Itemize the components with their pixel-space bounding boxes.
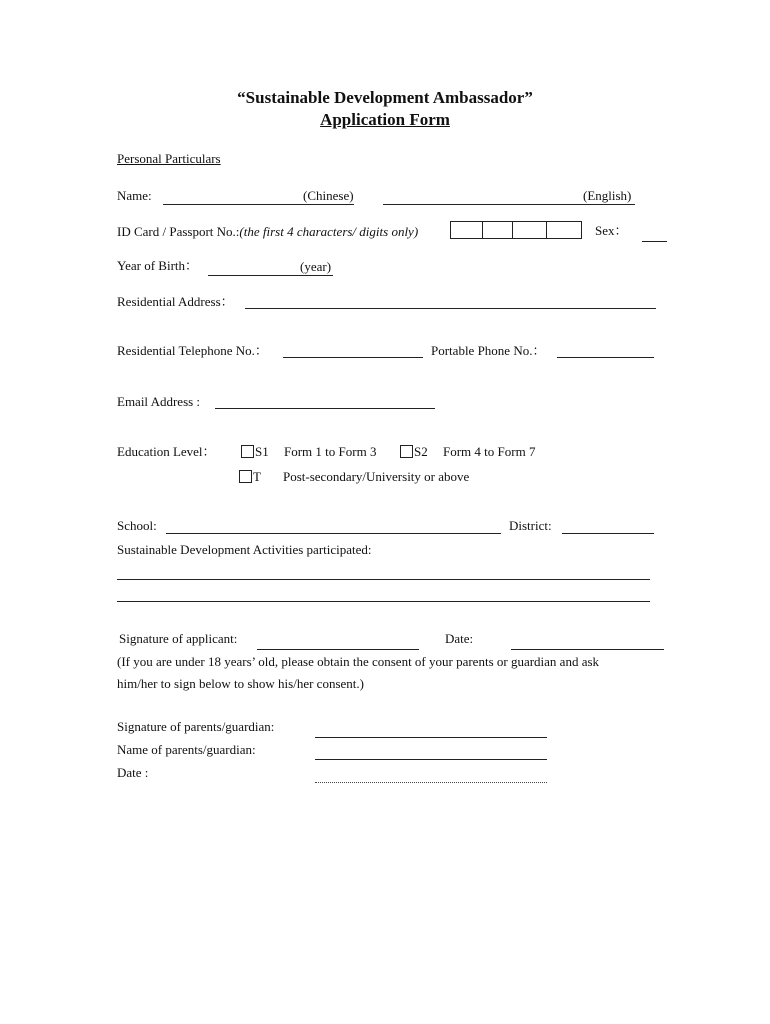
education-t-desc: Post-secondary/University or above — [283, 469, 470, 484]
email-label: Email Address : — [117, 394, 201, 409]
sex-input[interactable] — [642, 225, 667, 242]
applicant-date-label: Date: — [445, 631, 474, 646]
res-phone-label: Residential Telephone No.： — [117, 343, 268, 358]
consent-note-line-1: (If you are under 18 years’ old, please obtain the consent of your parents or guardian and ask — [117, 654, 600, 669]
guardian-date-input[interactable] — [315, 766, 547, 783]
education-t-checkbox[interactable] — [239, 470, 252, 483]
school-label: School: — [117, 518, 157, 533]
id-label-text: ID Card / Passport No.: — [117, 224, 240, 239]
guardian-name-label: Name of parents/guardian: — [117, 742, 256, 757]
guardian-signature-input[interactable] — [315, 721, 547, 738]
name-chinese-suffix: (Chinese) — [303, 188, 354, 203]
school-input[interactable] — [166, 517, 501, 534]
consent-note-line-2: him/her to sign below to show his/her consent.) — [117, 676, 364, 691]
id-label — [117, 224, 418, 240]
name-english-suffix: (English) — [583, 188, 635, 205]
sex-label: Sex： — [595, 223, 628, 238]
email-input[interactable] — [215, 392, 435, 409]
education-label: Education Level： — [117, 444, 216, 459]
applicant-signature-label: Signature of applicant: — [119, 631, 238, 646]
activities-line-1[interactable] — [117, 563, 650, 580]
guardian-name-input[interactable] — [315, 743, 547, 760]
yob-label: Year of Birth： — [117, 258, 199, 273]
mobile-input[interactable] — [557, 341, 654, 358]
mobile-label: Portable Phone No.： — [431, 343, 546, 358]
id-char-2-box[interactable] — [482, 221, 513, 239]
activities-label: Sustainable Development Activities participated: — [117, 542, 372, 557]
yob-suffix: (year) — [300, 259, 332, 274]
guardian-date-label: Date : — [117, 765, 149, 780]
name-english-input[interactable] — [383, 188, 583, 205]
form-subtitle: Application Form — [320, 110, 450, 129]
form-title: “Sustainable Development Ambassador” — [237, 88, 533, 107]
id-char-1-box[interactable] — [450, 221, 483, 239]
guardian-signature-label: Signature of parents/guardian: — [117, 719, 275, 734]
res-phone-input[interactable] — [283, 341, 423, 358]
education-s2-desc: Form 4 to Form 7 — [443, 444, 536, 459]
education-s1-checkbox[interactable] — [241, 445, 254, 458]
address-input[interactable] — [245, 292, 656, 309]
name-chinese-input[interactable] — [163, 188, 303, 205]
id-char-3-box[interactable] — [512, 221, 547, 239]
applicant-signature-input[interactable] — [257, 633, 419, 650]
yob-input[interactable] — [208, 259, 300, 276]
education-s2-code: S2 — [414, 444, 428, 459]
applicant-date-input[interactable] — [511, 633, 664, 650]
education-s1-code: S1 — [255, 444, 269, 459]
education-s2-checkbox[interactable] — [400, 445, 413, 458]
district-input[interactable] — [562, 517, 654, 534]
name-label: Name: — [117, 188, 152, 203]
id-hint: (the first 4 characters/ digits only) — [239, 224, 419, 239]
education-s1-desc: Form 1 to Form 3 — [284, 444, 377, 459]
activities-line-2[interactable] — [117, 585, 650, 602]
district-label: District: — [509, 518, 552, 533]
section-personal-particulars: Personal Particulars — [117, 151, 221, 166]
education-t-code: T — [253, 469, 261, 484]
address-label: Residential Address： — [117, 294, 234, 309]
id-char-4-box[interactable] — [546, 221, 582, 239]
